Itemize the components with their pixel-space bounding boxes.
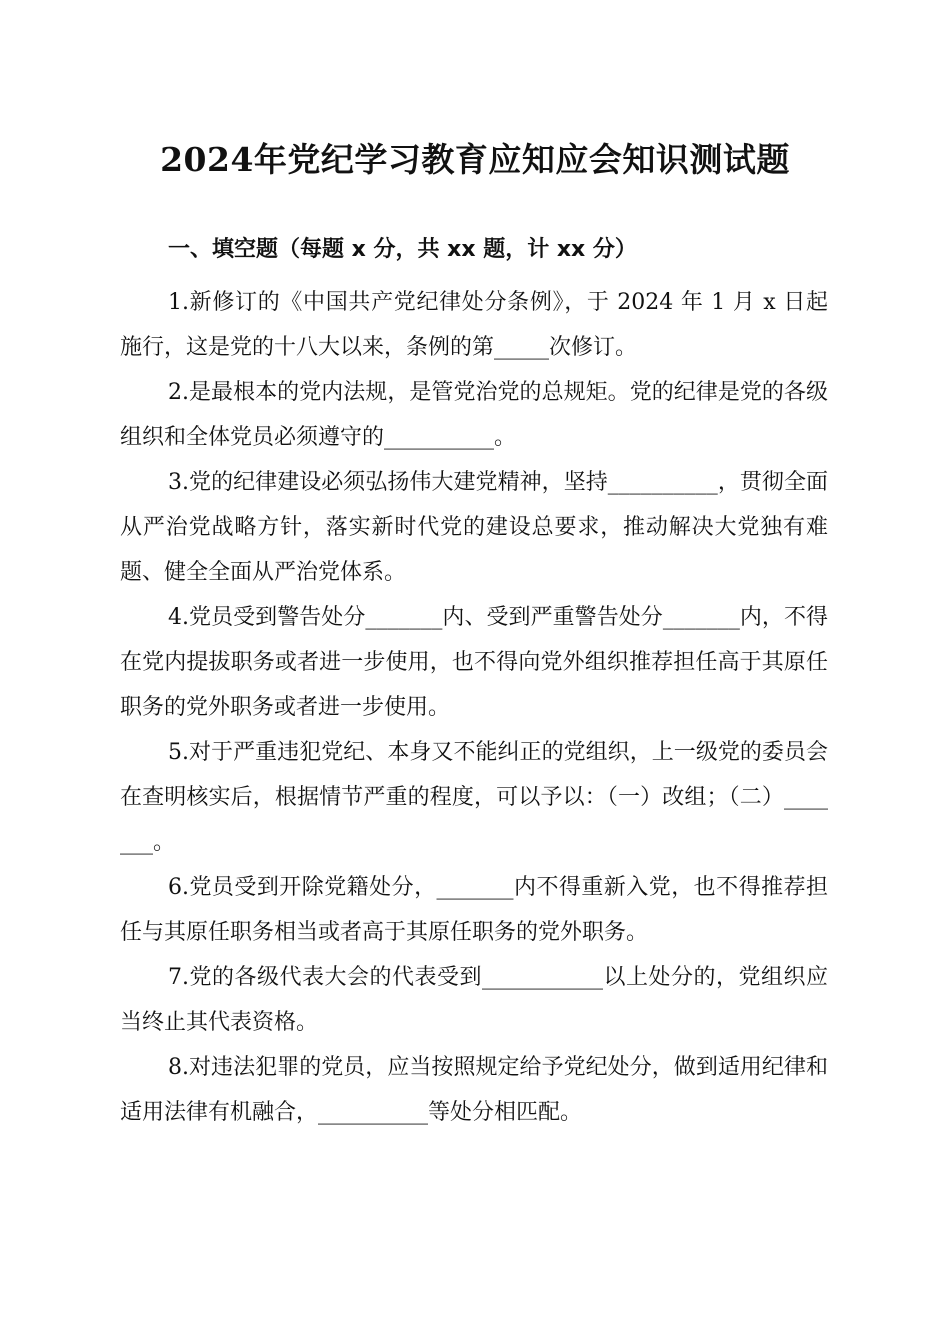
question-6: 6.党员受到开除党籍处分，_______内不得重新入党，也不得推荐担任与其原任职务相当或者高于其原任职务的党外职务。 xyxy=(120,875,828,945)
question-5: 5.对于严重违犯党纪、本身又不能纠正的党组织，上一级党的委员会在查明核实后，根据情节严重的程度，可以予以：（一）改组；（二）_______。 xyxy=(120,740,828,855)
question-list xyxy=(120,280,828,1135)
question-8: 8.对违法犯罪的党员，应当按照规定给予党纪处分，做到适用纪律和适用法律有机融合，__________等处分相匹配。 xyxy=(120,1055,828,1125)
question-4: 4.党员受到警告处分_______内、受到严重警告处分_______内，不得在党内提拔职务或者进一步使用，也不得向党外组织推荐担任高于其原任职务的党外职务或者进一步使用。 xyxy=(120,605,828,720)
document-title: 2024年党纪学习教育应知应会知识测试题 xyxy=(160,140,790,179)
question-3: 3.党的纪律建设必须弘扬伟大建党精神，坚持__________，贯彻全面从严治党战略方针，落实新时代党的建设总要求，推动解决大党独有难题、健全全面从严治党体系。 xyxy=(120,470,828,585)
question-7: 7.党的各级代表大会的代表受到___________以上处分的，党组织应当终止其代表资格。 xyxy=(120,965,828,1035)
question-2: 2.是最根本的党内法规，是管党治党的总规矩。党的纪律是党的各级组织和全体党员必须遵守的__________。 xyxy=(120,380,828,450)
question-1: 1.新修订的《中国共产党纪律处分条例》，于 2024 年 1 月 x 日起施行，这是党的十八大以来，条例的第_____次修订。 xyxy=(120,290,828,360)
section-heading-fill-in-blank: 一、填空题（每题 x 分，共 xx 题，计 xx 分） xyxy=(168,237,637,262)
